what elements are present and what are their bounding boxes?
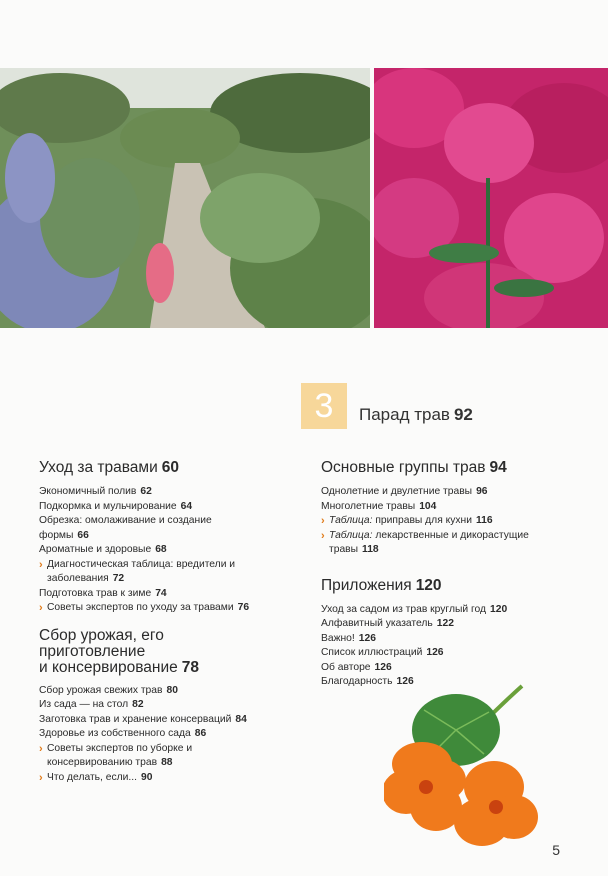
toc-entry-text: Экономичный полив <box>39 486 137 497</box>
toc-entry-page: 126 <box>396 676 414 687</box>
garden-path-photo <box>0 68 370 328</box>
toc-entry-text: лекарственные и дикорастущие травы <box>329 529 529 555</box>
toc-entry-text: Здоровье из собственного сада <box>39 728 191 739</box>
chapter-title-text: Парад трав <box>359 405 450 424</box>
toc-entry-text: Список иллюстраций <box>321 647 423 658</box>
toc-entry-highlight <box>39 558 257 587</box>
toc-entry-text: Диагностическая таблица: вредители и заболевания <box>47 558 236 584</box>
toc-left-column <box>39 458 289 785</box>
toc-entry <box>39 485 289 500</box>
toc-entry-page: 66 <box>77 529 89 541</box>
section-heading-page: 120 <box>415 576 442 594</box>
toc-entry-text: Подготовка трав к зиме <box>39 587 152 599</box>
toc-entry-highlight <box>39 771 289 786</box>
toc-entry <box>39 587 289 602</box>
section-heading <box>39 458 289 477</box>
toc-entry-text: Благодарность <box>321 676 393 687</box>
section-heading-line: Сбор урожая, его <box>39 626 164 644</box>
toc-entry-page: 68 <box>155 544 167 555</box>
bee-balm-flowers-photo <box>374 68 608 328</box>
toc-entry-page: 122 <box>436 618 454 629</box>
toc-entry-page: 64 <box>180 500 193 512</box>
toc-entry-text: приправы для кухни <box>375 515 472 526</box>
toc-entry-page: 88 <box>161 757 173 768</box>
toc-entry-page: 90 <box>140 771 153 783</box>
toc-entry-page: 62 <box>140 486 152 497</box>
toc-entry <box>321 485 571 500</box>
toc-entry <box>39 543 289 558</box>
chapter-title-page: 92 <box>453 405 473 424</box>
toc-right-column <box>321 458 571 690</box>
page-number: 5 <box>552 842 560 858</box>
toc-entry-page: 120 <box>490 603 508 615</box>
toc-entry-page: 74 <box>155 587 167 599</box>
toc-entry-text: Об авторе <box>321 661 371 673</box>
toc-entry <box>321 603 571 618</box>
toc-entry <box>39 514 249 543</box>
section-heading-page: 78 <box>181 658 199 676</box>
toc-entry-label: Таблица: <box>329 515 373 526</box>
toc-entry-page: 82 <box>132 699 144 710</box>
toc-entry-text: Однолетние и двулетние травы <box>321 486 473 497</box>
section-heading-text: Приложения <box>321 576 412 594</box>
section-heading-text: Основные группы трав <box>321 459 486 476</box>
toc-entry <box>39 698 289 713</box>
toc-entry-text: Сбор урожая свежих трав <box>39 684 163 696</box>
section-heading-text: Уход за травами <box>39 459 158 476</box>
section-heading-page: 60 <box>161 459 179 476</box>
toc-entry-highlight <box>321 529 569 558</box>
section-heading <box>39 628 289 676</box>
toc-entry-highlight <box>321 514 571 529</box>
toc-entry-highlight <box>39 601 289 616</box>
toc-entry-page: 76 <box>237 602 250 613</box>
section-heading <box>321 458 571 477</box>
toc-entry-text: Уход за садом из трав круглый год <box>321 603 487 615</box>
toc-entry <box>39 713 289 728</box>
toc-entry-page: 126 <box>374 661 392 673</box>
toc-entry-page: 126 <box>426 647 444 658</box>
toc-entry <box>321 646 571 661</box>
toc-entry-text: Заготовка трав и хранение консерваций <box>39 713 232 725</box>
toc-entry-text: Алфавитный указатель <box>321 618 433 629</box>
toc-entry-page: 86 <box>194 728 207 739</box>
chapter-title <box>359 405 473 425</box>
toc-entry-text: Ароматные и здоровые <box>39 544 152 555</box>
toc-entry <box>39 684 289 699</box>
toc-entry <box>321 661 571 676</box>
toc-entry <box>39 500 289 515</box>
toc-entry-text: Обрезка: омолаживание и создание формы <box>39 515 212 541</box>
toc-entry-page: 96 <box>476 486 488 497</box>
toc-entry-page: 84 <box>235 713 247 725</box>
toc-entry-page: 104 <box>419 500 437 512</box>
toc-entry-text: Многолетние травы <box>321 500 416 512</box>
toc-entry <box>321 617 571 632</box>
chapter-number-box: 3 <box>301 383 347 429</box>
section-heading <box>321 576 571 595</box>
toc-entry-text: Из сада — на стол <box>39 699 129 710</box>
section-heading-line: приготовление <box>39 642 146 660</box>
section-heading-page: 94 <box>489 459 507 476</box>
toc-entry-text: Советы экспертов по уборке и консервированию трав <box>47 742 193 768</box>
toc-entry <box>321 500 571 515</box>
toc-entry-text: Важно! <box>321 632 355 644</box>
toc-entry-label: Таблица: <box>329 529 373 541</box>
toc-entry-page: 116 <box>475 515 493 526</box>
toc-entry-text: Советы экспертов по уходу за травами <box>47 602 234 613</box>
toc-entry-page: 126 <box>358 632 376 644</box>
toc-entry-text: Подкормка и мульчирование <box>39 500 177 512</box>
toc-entry-page: 118 <box>362 544 379 555</box>
toc-entry-page: 80 <box>166 684 178 696</box>
nasturtium-illustration <box>384 682 544 852</box>
toc-entry-text: Что делать, если... <box>47 771 137 783</box>
section-heading-line: и консервирование <box>39 658 178 676</box>
toc-entry-highlight <box>39 742 227 771</box>
toc-entry-page: 72 <box>112 573 125 584</box>
toc-entry <box>321 632 571 647</box>
toc-entry <box>39 727 289 742</box>
